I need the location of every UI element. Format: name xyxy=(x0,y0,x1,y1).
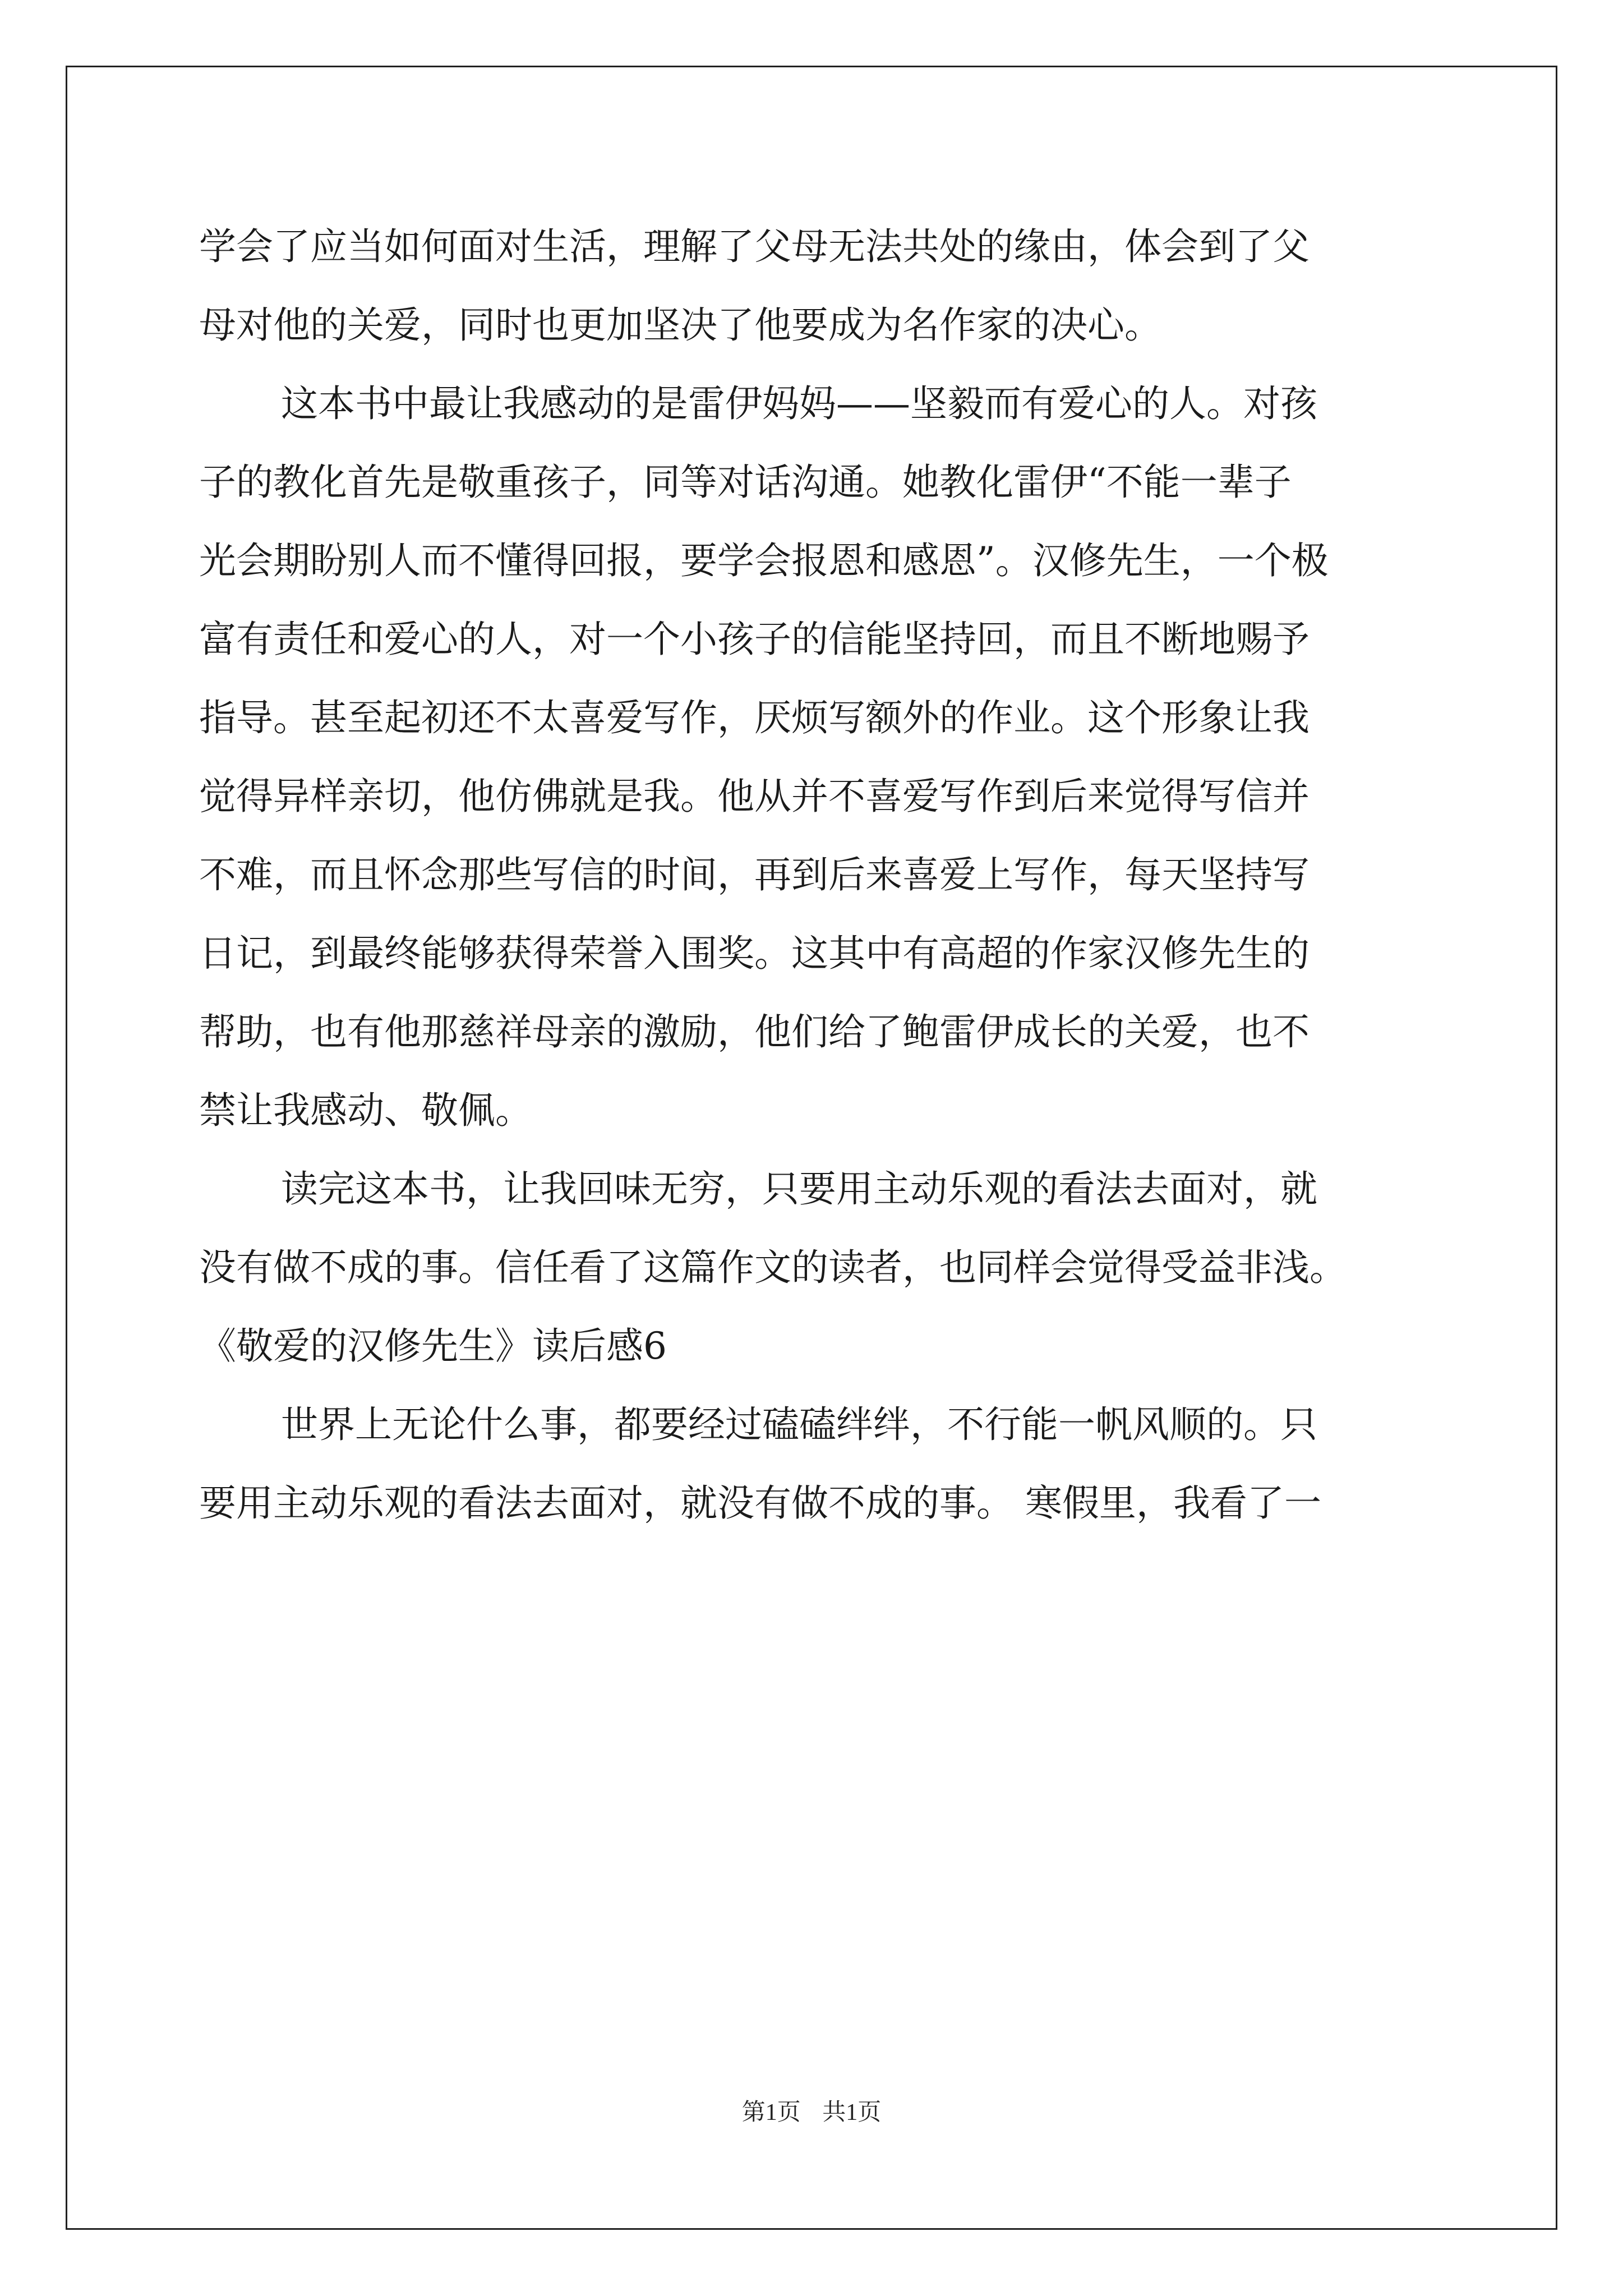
paragraph-start-line: 这本书中最让我感动的是雷伊妈妈——坚毅而有爱心的人。对孩 xyxy=(281,382,1317,425)
text-line: 学会了应当如何面对生活，理解了父母无法共处的缘由，体会到了父 xyxy=(199,225,1310,268)
text-line: 没有做不成的事。信任看了这篇作文的读者，也同样会觉得受益非浅。 xyxy=(199,1246,1347,1289)
page-number: 第1页 xyxy=(741,2100,801,2125)
paragraph-start-line: 读完这本书，让我回味无穷，只要用主动乐观的看法去面对，就 xyxy=(281,1167,1317,1211)
document-body xyxy=(199,208,1427,1543)
page-footer xyxy=(0,2093,1623,2127)
text-line: 光会期盼别人而不懂得回报，要学会报恩和感恩”。汉修先生，一个极 xyxy=(199,539,1329,582)
text-line: 子的教化首先是敬重孩子，同等对话沟通。她教化雷伊“不能一辈子 xyxy=(199,461,1292,504)
text-line: 母对他的关爱，同时也更加坚决了他要成为名作家的决心。 xyxy=(199,303,1161,347)
text-line: 要用主动乐观的看法去面对，就没有做不成的事。 寒假里，我看了一 xyxy=(199,1481,1321,1525)
text-line: 帮助，也有他那慈祥母亲的激励，他们给了鲍雷伊成长的关爱，也不 xyxy=(199,1010,1310,1053)
text-line: 富有责任和爱心的人，对一个小孩子的信能坚持回，而且不断地赐予 xyxy=(199,618,1310,661)
paragraph-start-line: 世界上无论什么事，都要经过磕磕绊绊，不行能一帆风顺的。只 xyxy=(281,1403,1317,1446)
text-line: 不难，而且怀念那些写信的时间，再到后来喜爱上写作，每天坚持写 xyxy=(199,853,1310,896)
text-line: 日记，到最终能够获得荣誉入围奖。这其中有高超的作家汉修先生的 xyxy=(199,932,1310,975)
text-line: 觉得异样亲切，他仿佛就是我。他从并不喜爱写作到后来觉得写信并 xyxy=(199,775,1310,818)
text-line: 指导。甚至起初还不太喜爱写作，厌烦写额外的作业。这个形象让我 xyxy=(199,696,1310,739)
text-line: 禁让我感动、敬佩。 xyxy=(199,1089,532,1132)
section-heading: 《敬爱的汉修先生》读后感6 xyxy=(199,1324,667,1368)
page-total: 共1页 xyxy=(822,2100,882,2125)
